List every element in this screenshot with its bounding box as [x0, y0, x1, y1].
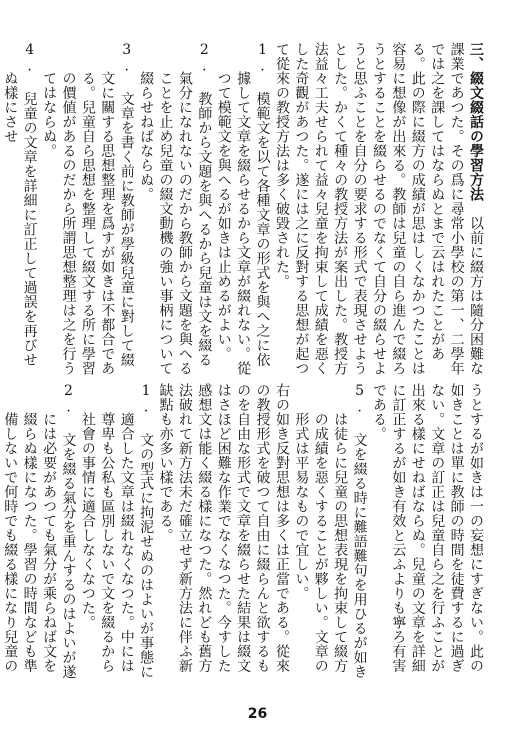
new-defect-item-2: 2. 文を綴る氣分を重んするのはよいが遂には必要があつても氣分が乘らねば文を綴らぬ樣になつた。學習の時間なども準備しないで何時でも綴る樣になり兒童の	[2, 383, 77, 679]
new-defect-item-1: 1. 文の型式に拘泥せぬのはよいが事態に適合した文章は綴れなくなつた。中には尊卑も公私も區別しないで文を綴るから社會の事情に適合しなくなつた。	[79, 383, 155, 679]
list-item-4: 4. 兒童の文章を詳細に訂正して過誤を再びせぬ樣にさせ	[2, 42, 38, 367]
lower-text-block	[2, 383, 485, 679]
section-intro-text: 以前に綴方は隨分困難な課業であつた。その爲に尋常小學校の第一、二學年では之を課してはならぬとまで云はれたことがある。此の際に綴方の成績が思はしくなかつたことは容易に想像が出來る。教師は兒童の自ら進んで綴ろうとすることを綴らせるのでなくて自分の綴らせようと思ふことを自分の要求する形式で表現させようとした。かくて種々の教授方法が案出した。教授方法益々工夫せられて益々兒童を拘束して成績を惡くした奇觀があつた。遂には之に反對する思想が起つて從來の教授方法は多く破毀された。	[273, 42, 484, 376]
list-item-3: 3. 文章を書く前に教師が學級兒童に對して綴文に關する思想整理を爲すが如きは不都合である。兒童自ら思想を整理して綴文する所に學習の價値があるのだから所謂思想整理は之を行うてはならぬ。	[41, 42, 135, 376]
section-heading: 三、綴文綴話の學習方法	[468, 42, 484, 202]
upper-text-block	[2, 42, 485, 379]
list-item-2: 2. 教師から文題を與へるから兒童は文を綴る氣分になれないのだから教師から文題を與へることを止め兒童の綴文動機の強い事柄について綴らせねばならぬ。	[138, 42, 213, 376]
section-three-paragraph	[272, 42, 485, 379]
list-item-5: 5. 文を綴る時に難語難句を用ひるが如きは徒らに兒童の思想表現を拘束して綴方の成績を惡くすることが夥しい。文章の形式は平易なもので宜しい。	[293, 383, 368, 679]
list-item-1: 1. 模範文を以て各種文章の形式を與へ之に依據して文章を綴らせるから文章が綴れない。從つて模範文を與へるが如きは止めるがよい。	[215, 42, 271, 376]
summary-paragraph: 右の如き反對思想は多くは正當である。從來の教授形式を破つて自由に綴らんと欲するものを自由な形式で文章を綴らせた結果は綴文はさほど困難な作業でなくなつた。今すした感想文は能く綴る樣になつた。然れども舊方法破れて新方法未だ確立せず新方法に伴ふ新缺點も亦多い樣である。	[157, 383, 290, 673]
continuation-paragraph: うとするが如きは一の妄想にすぎない。此の如きことは單に教師の時間を徒費するに過ぎない。文章の訂正は兒童自ら之を行ふことが出來る樣にせねばならぬ。兒童の文章を詳細に訂正するが如き有效と云ふよりも寧ろ有害である。	[370, 383, 484, 673]
page-number: 26	[247, 706, 268, 722]
